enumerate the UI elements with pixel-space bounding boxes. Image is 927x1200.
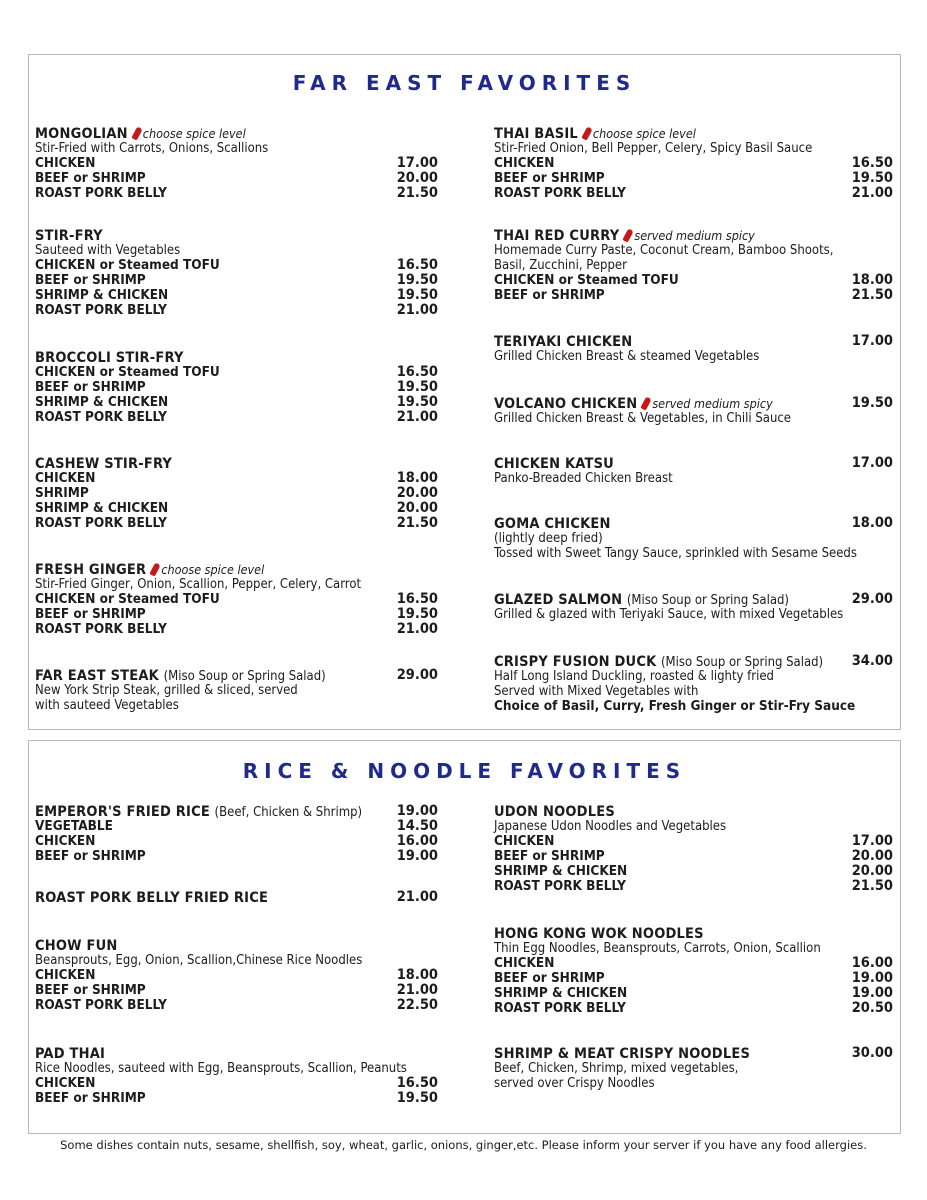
menu-option-row <box>35 516 438 531</box>
menu-option-name: ROAST PORK BELLY <box>494 1000 626 1016</box>
menu-item-name: GLAZED SALMON <box>494 592 623 608</box>
menu-option-price: 16.50 <box>851 155 893 171</box>
menu-option-price: 17.00 <box>396 155 438 171</box>
menu-option-price: 20.00 <box>396 170 438 186</box>
menu-option-name: BEEF or SHRIMP <box>494 970 605 986</box>
menu-item-header <box>35 227 438 243</box>
menu-item <box>35 937 438 1013</box>
menu-option-row <box>35 380 438 395</box>
menu-item-name: MONGOLIAN <box>35 126 128 142</box>
menu-option-price: 19.50 <box>396 394 438 410</box>
menu-item-name: VOLCANO CHICKEN <box>494 396 638 412</box>
menu-option-name: SHRIMP & CHICKEN <box>35 500 169 516</box>
spice-note: choose spice level <box>161 562 265 577</box>
menu-option-row <box>494 834 893 849</box>
menu-item-name: CHOW FUN <box>35 938 118 954</box>
menu-option-name: CHICKEN <box>494 155 555 171</box>
menu-item-description: served over Crispy Noodles <box>494 1076 655 1091</box>
menu-item-price: 19.00 <box>396 803 438 819</box>
menu-option-row <box>35 395 438 410</box>
menu-option-price: 20.00 <box>851 863 893 879</box>
menu-item <box>494 803 893 894</box>
menu-item-header <box>494 333 893 349</box>
menu-item-header <box>494 455 893 471</box>
menu-option-row <box>35 171 438 186</box>
menu-option-name: BEEF or SHRIMP <box>35 982 146 998</box>
chili-pepper-icon <box>623 228 634 242</box>
menu-option-price: 19.50 <box>396 287 438 303</box>
menu-item-header <box>35 1045 438 1061</box>
menu-option-row <box>35 258 438 273</box>
menu-option-price: 20.50 <box>851 1000 893 1016</box>
menu-option-name: CHICKEN <box>35 155 96 171</box>
menu-option-row <box>35 622 438 637</box>
menu-item-serving-note: (Miso Soup or Spring Salad) <box>660 655 824 670</box>
menu-option-name: CHICKEN or Steamed TOFU <box>35 364 220 380</box>
menu-item <box>35 561 438 637</box>
menu-option-price: 19.50 <box>396 379 438 395</box>
menu-item-price: 29.00 <box>396 667 438 683</box>
menu-item-name: PAD THAI <box>35 1046 106 1062</box>
menu-item-name: EMPEROR'S FRIED RICE <box>35 804 210 820</box>
menu-item-price: 17.00 <box>851 333 893 349</box>
menu-item-description: with sauteed Vegetables <box>35 698 179 713</box>
menu-item-name: BROCCOLI STIR-FRY <box>35 350 184 366</box>
section-title: FAR EAST FAVORITES <box>292 71 637 95</box>
menu-option-row <box>494 156 893 171</box>
menu-option-price: 16.00 <box>396 833 438 849</box>
menu-item-header <box>35 125 438 141</box>
menu-option-row <box>494 956 893 971</box>
menu-item-name: UDON NOODLES <box>494 804 615 820</box>
menu-item-price: 34.00 <box>851 653 893 669</box>
menu-option-name: ROAST PORK BELLY <box>35 997 167 1013</box>
menu-item-price: 21.00 <box>396 889 438 905</box>
menu-option-name: BEEF or SHRIMP <box>35 170 146 186</box>
far-east-favorites-panel <box>28 54 901 730</box>
menu-option-name: BEEF or SHRIMP <box>35 1090 146 1106</box>
menu-option-row <box>35 983 438 998</box>
menu-option-name: VEGETABLE <box>35 818 113 834</box>
menu-item-description: Grilled Chicken Breast & steamed Vegetables <box>494 349 760 364</box>
menu-item-name: FRESH GINGER <box>35 562 147 578</box>
menu-option-name: BEEF or SHRIMP <box>494 848 605 864</box>
menu-option-row <box>494 288 893 303</box>
menu-item-header <box>494 125 893 141</box>
rice-noodle-favorites-panel <box>28 740 901 1134</box>
spice-note: served medium spicy <box>652 396 773 411</box>
menu-option-row <box>35 471 438 486</box>
menu-option-name: SHRIMP <box>35 485 89 501</box>
spice-note: choose spice level <box>142 126 246 141</box>
menu-column-right <box>494 55 893 729</box>
menu-item-description: Homemade Curry Paste, Coconut Cream, Bamboo Shoots, <box>494 243 834 258</box>
menu-item-description: Tossed with Sweet Tangy Sauce, sprinkled with Sesame Seeds <box>494 546 857 561</box>
menu-item-name: TERIYAKI CHICKEN <box>494 334 633 350</box>
menu-option-name: ROAST PORK BELLY <box>35 409 167 425</box>
menu-item-name: THAI BASIL <box>494 126 578 142</box>
menu-option-name: CHICKEN or Steamed TOFU <box>35 591 220 607</box>
menu-option-name: ROAST PORK BELLY <box>35 302 167 318</box>
menu-item-description: Stir-Fried Onion, Bell Pepper, Celery, Spicy Basil Sauce <box>494 141 813 156</box>
menu-option-name: SHRIMP & CHICKEN <box>494 985 628 1001</box>
menu-item-name: CHICKEN KATSU <box>494 456 614 472</box>
menu-option-price: 19.50 <box>396 272 438 288</box>
menu-option-price: 20.00 <box>396 500 438 516</box>
menu-item-price: 17.00 <box>851 455 893 471</box>
menu-option-price: 18.00 <box>851 272 893 288</box>
menu-option-row <box>35 592 438 607</box>
menu-option-name: ROAST PORK BELLY <box>494 878 626 894</box>
menu-option-price: 14.50 <box>396 818 438 834</box>
menu-column-left <box>35 55 438 729</box>
menu-item-header <box>494 653 893 669</box>
menu-item-price: 29.00 <box>851 591 893 607</box>
menu-option-price: 19.50 <box>851 170 893 186</box>
menu-column-left <box>35 741 438 1133</box>
menu-item-header <box>35 937 438 953</box>
menu-option-name: CHICKEN <box>35 1075 96 1091</box>
menu-item <box>494 455 893 486</box>
menu-option-row <box>35 186 438 201</box>
menu-item <box>35 889 438 905</box>
menu-item <box>35 349 438 425</box>
menu-option-price: 21.50 <box>396 185 438 201</box>
menu-item-name: CASHEW STIR-FRY <box>35 456 173 472</box>
menu-item-header <box>35 349 438 365</box>
menu-item <box>494 653 893 714</box>
menu-option-row <box>35 834 438 849</box>
menu-option-name: BEEF or SHRIMP <box>494 287 605 303</box>
menu-item-header <box>494 395 893 411</box>
spice-note: choose spice level <box>592 126 696 141</box>
menu-item-description: Beef, Chicken, Shrimp, mixed vegetables, <box>494 1061 739 1076</box>
menu-item-price: 19.50 <box>851 395 893 411</box>
spice-note: served medium spicy <box>634 228 755 243</box>
menu-item <box>35 455 438 531</box>
menu-item-description: Beansprouts, Egg, Onion, Scallion,Chinese Rice Noodles <box>35 953 363 968</box>
menu-option-name: ROAST PORK BELLY <box>35 515 167 531</box>
menu-item-description: Grilled Chicken Breast & Vegetables, in Chili Sauce <box>494 411 792 426</box>
menu-item-description: Sauteed with Vegetables <box>35 243 181 258</box>
menu-item <box>35 125 438 201</box>
menu-item-header <box>494 591 893 607</box>
menu-item-description: Stir-Fried with Carrots, Onions, Scallions <box>35 141 269 156</box>
menu-option-name: CHICKEN <box>35 833 96 849</box>
menu-option-row <box>494 849 893 864</box>
menu-item-description: Thin Egg Noodles, Beansprouts, Carrots, Onion, Scallion <box>494 941 821 956</box>
menu-item-description: (lightly deep fried) <box>494 531 603 546</box>
menu-option-name: SHRIMP & CHICKEN <box>494 863 628 879</box>
menu-item <box>494 333 893 364</box>
menu-option-row <box>35 1091 438 1106</box>
menu-item-serving-note: (Miso Soup or Spring Salad) <box>626 593 789 608</box>
menu-option-price: 22.50 <box>396 997 438 1013</box>
menu-item-header <box>494 227 893 243</box>
menu-item-serving-note: (Miso Soup or Spring Salad) <box>163 669 326 684</box>
chili-pepper-icon <box>131 126 142 140</box>
menu-option-name: ROAST PORK BELLY <box>35 185 167 201</box>
menu-option-price: 18.00 <box>396 967 438 983</box>
menu-option-row <box>35 273 438 288</box>
menu-option-name: BEEF or SHRIMP <box>494 170 605 186</box>
menu-item-header <box>35 889 438 905</box>
menu-option-row <box>35 501 438 516</box>
menu-option-price: 19.50 <box>396 606 438 622</box>
menu-option-name: CHICKEN <box>494 833 555 849</box>
menu-option-row <box>35 365 438 380</box>
menu-option-row <box>35 968 438 983</box>
chili-pepper-icon <box>641 396 652 410</box>
menu-item-header <box>35 667 438 683</box>
menu-item-description: Panko-Breaded Chicken Breast <box>494 471 673 486</box>
menu-option-row <box>494 879 893 894</box>
menu-item <box>494 125 893 201</box>
menu-item-description: Japanese Udon Noodles and Vegetables <box>494 819 727 834</box>
menu-item <box>494 925 893 1016</box>
menu-option-name: BEEF or SHRIMP <box>35 272 146 288</box>
menu-item-description: Rice Noodles, sauteed with Egg, Beansprouts, Scallion, Peanuts <box>35 1061 407 1076</box>
menu-option-row <box>35 1076 438 1091</box>
menu-item-description: Basil, Zucchini, Pepper <box>494 258 627 273</box>
menu-option-price: 21.00 <box>396 409 438 425</box>
menu-item-name: CRISPY FUSION DUCK <box>494 654 657 670</box>
menu-item-description: Stir-Fried Ginger, Onion, Scallion, Pepper, Celery, Carrot <box>35 577 362 592</box>
menu-item-header <box>494 515 893 531</box>
menu-item-name: GOMA CHICKEN <box>494 516 611 532</box>
menu-option-name: SHRIMP & CHICKEN <box>35 287 169 303</box>
menu-option-price: 16.00 <box>851 955 893 971</box>
menu-option-price: 21.50 <box>851 287 893 303</box>
menu-item <box>494 591 893 622</box>
menu-option-row <box>494 971 893 986</box>
menu-option-row <box>35 410 438 425</box>
menu-option-price: 16.50 <box>396 257 438 273</box>
section-title: RICE & NOODLE FAVORITES <box>242 759 687 783</box>
menu-item-price: 30.00 <box>851 1045 893 1061</box>
menu-column-right <box>494 741 893 1133</box>
menu-item-header <box>494 925 893 941</box>
menu-option-price: 16.50 <box>396 591 438 607</box>
menu-option-price: 18.00 <box>396 470 438 486</box>
menu-option-price: 20.00 <box>851 848 893 864</box>
menu-option-price: 21.50 <box>396 515 438 531</box>
menu-item-price: 18.00 <box>851 515 893 531</box>
menu-option-price: 21.00 <box>396 302 438 318</box>
menu-item-serving-note: (Beef, Chicken & Shrimp) <box>214 805 363 820</box>
menu-option-row <box>35 998 438 1013</box>
menu-option-row <box>35 849 438 864</box>
menu-item-description: New York Strip Steak, grilled & sliced, served <box>35 683 298 698</box>
menu-option-row <box>494 986 893 1001</box>
menu-item-header <box>35 803 438 819</box>
chili-pepper-icon <box>150 562 161 576</box>
menu-option-price: 19.00 <box>851 970 893 986</box>
menu-option-row <box>494 171 893 186</box>
menu-option-name: CHICKEN <box>35 967 96 983</box>
menu-item <box>494 515 893 561</box>
menu-option-row <box>35 819 438 834</box>
menu-item <box>35 1045 438 1106</box>
menu-item <box>494 1045 893 1091</box>
menu-option-row <box>494 273 893 288</box>
menu-option-row <box>494 1001 893 1016</box>
menu-option-price: 19.50 <box>396 1090 438 1106</box>
menu-option-row <box>35 486 438 501</box>
menu-item-name: SHRIMP & MEAT CRISPY NOODLES <box>494 1046 751 1062</box>
menu-option-price: 21.00 <box>396 982 438 998</box>
menu-option-price: 17.00 <box>851 833 893 849</box>
menu-item-name: STIR-FRY <box>35 228 103 244</box>
menu-option-price: 19.00 <box>851 985 893 1001</box>
menu-option-price: 21.50 <box>851 878 893 894</box>
menu-option-price: 20.00 <box>396 485 438 501</box>
menu-option-price: 21.00 <box>851 185 893 201</box>
allergy-footnote: Some dishes contain nuts, sesame, shellfish, soy, wheat, garlic, onions, ginger,etc. Please inform your server if you have any food allergies. <box>60 1138 867 1152</box>
menu-item-description-bold: Choice of Basil, Curry, Fresh Ginger or Stir-Fry Sauce <box>494 698 856 714</box>
menu-option-name: BEEF or SHRIMP <box>35 606 146 622</box>
menu-option-row <box>35 303 438 318</box>
menu-option-name: CHICKEN or Steamed TOFU <box>35 257 220 273</box>
menu-option-row <box>35 288 438 303</box>
menu-item <box>35 667 438 713</box>
menu-item-name: ROAST PORK BELLY FRIED RICE <box>35 890 269 906</box>
menu-option-price: 16.50 <box>396 1075 438 1091</box>
menu-option-name: CHICKEN <box>494 955 555 971</box>
menu-option-name: CHICKEN or Steamed TOFU <box>494 272 679 288</box>
menu-item-header <box>35 455 438 471</box>
menu-option-price: 19.00 <box>396 848 438 864</box>
menu-option-name: ROAST PORK BELLY <box>494 185 626 201</box>
menu-item-name: THAI RED CURRY <box>494 228 620 244</box>
menu-option-row <box>35 156 438 171</box>
menu-option-row <box>494 186 893 201</box>
menu-option-row <box>494 864 893 879</box>
menu-option-row <box>35 607 438 622</box>
menu-item-name: HONG KONG WOK NOODLES <box>494 926 704 942</box>
menu-item-description: Served with Mixed Vegetables with <box>494 684 699 699</box>
menu-option-price: 21.00 <box>396 621 438 637</box>
menu-option-name: SHRIMP & CHICKEN <box>35 394 169 410</box>
menu-item <box>494 227 893 303</box>
menu-item <box>494 395 893 426</box>
menu-option-name: ROAST PORK BELLY <box>35 621 167 637</box>
menu-item-description: Grilled & glazed with Teriyaki Sauce, with mixed Vegetables <box>494 607 844 622</box>
menu-option-name: BEEF or SHRIMP <box>35 848 146 864</box>
menu-item-header <box>494 803 893 819</box>
menu-item <box>35 803 438 864</box>
menu-option-price: 16.50 <box>396 364 438 380</box>
chili-pepper-icon <box>581 126 592 140</box>
menu-item-description: Half Long Island Duckling, roasted & lighty fried <box>494 669 774 684</box>
menu-item-header <box>494 1045 893 1061</box>
menu-option-name: CHICKEN <box>35 470 96 486</box>
menu-item <box>35 227 438 318</box>
menu-item-header <box>35 561 438 577</box>
menu-item-name: FAR EAST STEAK <box>35 668 159 684</box>
menu-option-name: BEEF or SHRIMP <box>35 379 146 395</box>
